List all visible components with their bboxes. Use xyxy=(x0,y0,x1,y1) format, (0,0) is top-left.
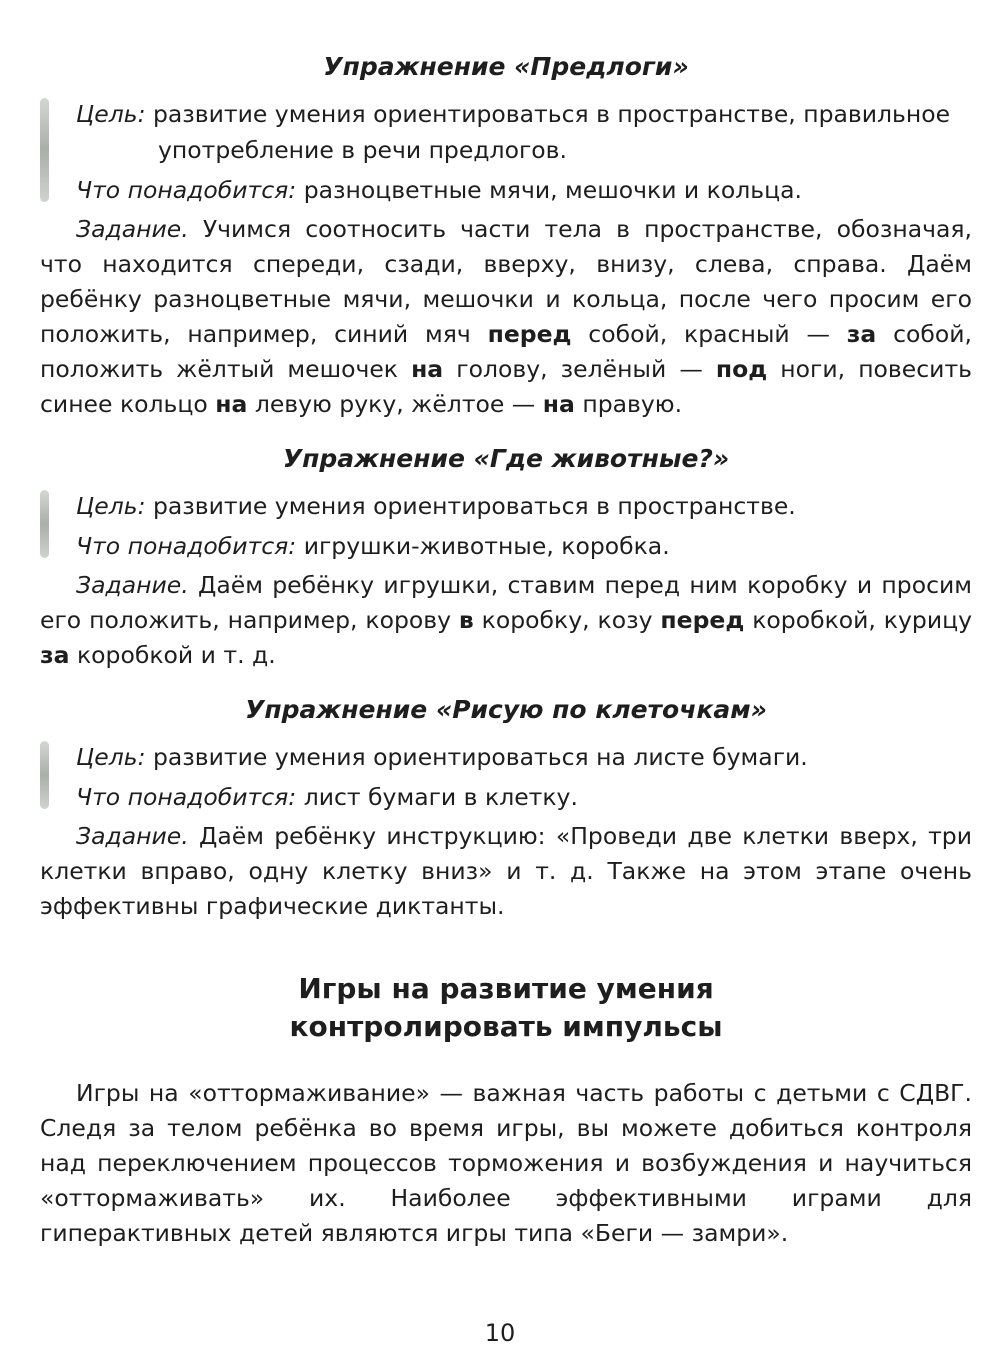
task-emphasis: перед xyxy=(487,320,572,348)
section-title xyxy=(40,970,972,1046)
task-text: собой, положить жёлтый мешочек xyxy=(40,320,972,383)
section-paragraph: Игры на «оттормаживание» — важная часть работы с детьми с СДВГ. Следя за телом ребёнка во время игры, вы можете добиться контроля над переключением процессов торможения и возбуждения и научиться «оттормаживать» их. Наиболее эффективными играми для гиперактивных детей являются игры типа «Беги — замри». xyxy=(40,1079,972,1247)
exercise-title: Упражнение «Где животные?» xyxy=(282,444,730,473)
task-text: Даём ребёнку инструкцию: «Проведи две клетки вверх, три клетки вправо, одну клетку вниз» и т. д. Также на этом этапе очень эффективны графические диктанты. xyxy=(40,822,972,920)
task-emphasis: на xyxy=(411,355,444,383)
needed-line xyxy=(76,172,972,208)
exercise-block xyxy=(40,693,972,924)
task-emphasis: за xyxy=(846,320,877,348)
exercise-meta xyxy=(40,488,972,564)
task-emphasis: в xyxy=(458,606,474,634)
task-emphasis: под xyxy=(715,355,768,383)
task-text: коробкой, курицу xyxy=(744,606,972,634)
goal-line xyxy=(76,96,972,168)
task-text: правую. xyxy=(574,390,683,418)
task-emphasis: на xyxy=(215,390,248,418)
exercise-block xyxy=(40,442,972,673)
needed-text: лист бумаги в клетку. xyxy=(296,783,578,811)
exercise-title: Упражнение «Рисую по клеточкам» xyxy=(245,695,767,724)
task-text: коробку, козу xyxy=(473,606,661,634)
task-paragraph xyxy=(40,819,972,924)
goal-text: развитие умения ориентироваться на листе бумаги. xyxy=(145,743,808,771)
task-emphasis: перед xyxy=(660,606,745,634)
goal-label: Цель: xyxy=(76,492,146,520)
section-title-line: Игры на развитие умения xyxy=(298,972,714,1005)
goal-text: развитие умения ориентироваться в пространстве. xyxy=(145,492,796,520)
task-label: Задание. xyxy=(76,822,189,850)
task-text: собой, красный — xyxy=(571,320,847,348)
needed-line xyxy=(76,528,972,564)
exercise-meta xyxy=(40,96,972,208)
task-emphasis: на xyxy=(542,390,575,418)
needed-text: игрушки-животные, коробка. xyxy=(296,532,670,560)
task-label: Задание. xyxy=(76,215,189,243)
margin-marker-bar xyxy=(40,98,49,202)
needed-line xyxy=(76,779,972,815)
needed-text: разноцветные мячи, мешочки и кольца. xyxy=(296,176,802,204)
margin-marker-bar xyxy=(40,490,49,558)
task-text: голову, зелёный — xyxy=(443,355,716,383)
task-emphasis: за xyxy=(40,641,70,669)
page-number: 10 xyxy=(484,1319,516,1347)
page-content xyxy=(40,40,972,1251)
goal-label: Цель: xyxy=(76,743,146,771)
task-text: левую руку, жёлтое — xyxy=(247,390,543,418)
needed-label: Что понадобится: xyxy=(76,783,297,811)
goal-line xyxy=(76,739,972,775)
task-text: коробкой и т. д. xyxy=(69,641,276,669)
task-text: ноги, повесить синее кольцо xyxy=(40,355,972,418)
goal-line xyxy=(76,488,972,524)
task-label: Задание. xyxy=(76,571,189,599)
needed-label: Что понадобится: xyxy=(76,176,297,204)
task-text: Даём ребёнку игрушки, ставим перед ним коробку и просим его положить, например, корову xyxy=(40,571,972,634)
goal-label: Цель: xyxy=(76,100,146,128)
goal-text: развитие умения ориентироваться в пространстве, правильное употребление в речи предлогов. xyxy=(145,100,951,164)
task-paragraph xyxy=(40,568,972,673)
task-text: Учимся соотносить части тела в пространстве, обозначая, что находится спереди, сзади, вверху, внизу, слева, справа. Даём ребёнку разноцветные мячи, мешочки и кольца, после чего просим его положить, например, синий мяч xyxy=(40,215,972,348)
needed-label: Что понадобится: xyxy=(76,532,297,560)
exercise-meta xyxy=(40,739,972,815)
exercise-block xyxy=(40,50,972,422)
section-title-line: контролировать импульсы xyxy=(289,1010,723,1043)
exercise-title: Упражнение «Предлоги» xyxy=(323,52,689,81)
task-paragraph xyxy=(40,212,972,422)
margin-marker-bar xyxy=(40,741,49,809)
